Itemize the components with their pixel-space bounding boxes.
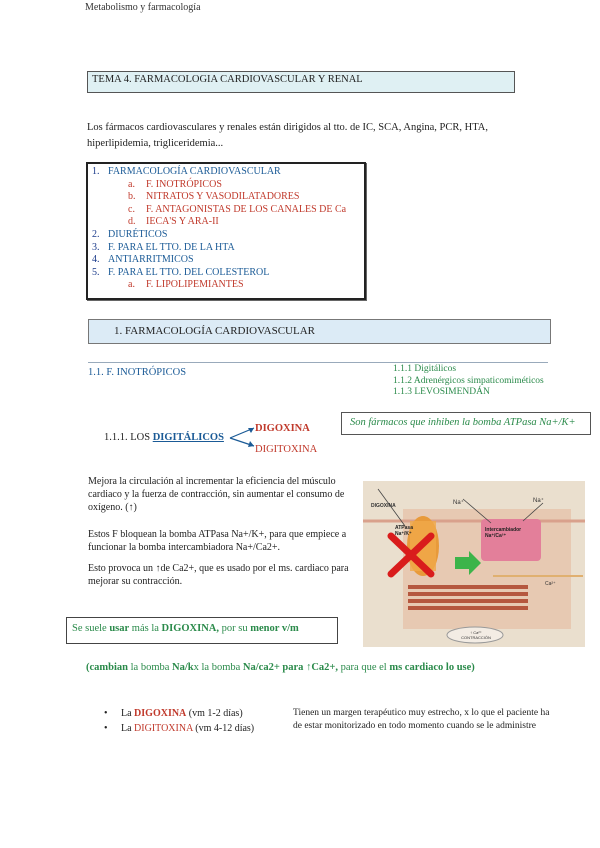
- list-item: 1.1.1 Digitálicos: [393, 364, 457, 374]
- margin-note: Tienen un margen terapéutico muy estrecho, x lo que el paciente ha de estar monitorizado en todo momento cuando se le administre: [293, 708, 550, 731]
- inhibit-note-box: Son fármacos que inhiben la bomba ATPasa Na+/K+: [341, 412, 591, 435]
- diagram-label: DIGOXINA: [371, 503, 396, 509]
- list-item: • La DIGITOXINA (vm 4-12 días): [104, 723, 255, 734]
- digitalicos-label: DIGITÁLICOS: [152, 432, 224, 443]
- diagram-label: ATPasa Na⁺/K⁺: [395, 525, 413, 537]
- paragraph: Esto provoca un ↑de Ca2+, que es usado por el ms. cardiaco para mejorar su contracción.: [88, 563, 349, 587]
- cambian-note: (cambian la bomba Na/kx la bomba Na/ca2+ para ↑Ca2+, para que el ms cardiaco lo use): [86, 662, 475, 673]
- toc-item: 4. ANTIARRITMICOS: [92, 254, 194, 266]
- list-item: 1.1.2 Adrenérgicos simpaticomiméticos: [393, 375, 544, 386]
- toc-item: 1. FARMACOLOGÍA CARDIOVASCULAR: [92, 166, 281, 177]
- digitoxina-label: DIGITOXINA: [134, 723, 193, 734]
- toc-item: d. IECA'S Y ARA-II: [128, 216, 219, 228]
- diagram-label: Intercambiador Na⁺/Ca²⁺: [485, 527, 522, 539]
- branch-arrows: [228, 424, 258, 450]
- diagram-label: Na⁺: [533, 498, 544, 504]
- toc-item: b. NITRATOS Y VASODILATADORES: [128, 191, 300, 203]
- divider: [88, 362, 548, 363]
- toc-item: a. F. LIPOLIPEMIANTES: [128, 279, 244, 291]
- diagram-label: Na⁺: [453, 500, 464, 506]
- digitoxina-label: DIGITOXINA: [255, 444, 318, 455]
- subsection-list: [393, 364, 544, 399]
- paragraph: Estos F bloquean la bomba ATPasa Na+/K+, para que empiece a funcionar la bomba intercambiadora Na+/Ca2+.: [88, 529, 347, 553]
- digoxina-label: DIGOXINA: [255, 423, 310, 434]
- list-item: • La DIGOXINA (vm 1-2 días): [104, 708, 243, 719]
- digitalicos-heading: 1.1.1. LOS DIGITÁLICOS: [104, 432, 224, 443]
- digoxina-label: DIGOXINA: [134, 708, 187, 719]
- table-of-contents: [86, 162, 366, 300]
- paragraph: Mejora la circulación al incrementar la eficiencia del músculo cardiaco y la fuerza de contracción, sin aumentar el consumo de oxígeno. (↑): [88, 476, 345, 513]
- toc-item: a. F. INOTRÓPICOS: [128, 178, 222, 190]
- diagram-label: Ca²⁺: [545, 581, 556, 587]
- section-heading: 1. FARMACOLOGÍA CARDIOVASCULAR: [88, 319, 551, 344]
- toc-item: 2. DIURÉTICOS: [92, 228, 168, 240]
- toc-item: 3. F. PARA EL TTO. DE LA HTA: [92, 241, 235, 253]
- page-header: Metabolismo y farmacología: [85, 2, 201, 13]
- list-item: 1.1.3 LEVOSIMENDÁN: [393, 387, 490, 397]
- mechanism-diagram: [363, 481, 585, 647]
- toc-item: 5. F. PARA EL TTO. DEL COLESTEROL: [92, 266, 270, 278]
- subsection-heading: 1.1. F. INOTRÓPICOS: [88, 367, 187, 378]
- topic-title: TEMA 4. FARMACOLOGIA CARDIOVASCULAR Y RENAL: [87, 71, 515, 93]
- toc-item: c. F. ANTAGONISTAS DE LOS CANALES DE Ca: [128, 203, 347, 215]
- digoxina-usage-box: Se suele usar más la DIGOXINA, por su menor v/m: [66, 617, 338, 644]
- intro-paragraph: Los fármacos cardiovasculares y renales están dirigidos al tto. de IC, SCA, Angina, PCR, HTA, hiperlipidemia, trigliceridemia...: [87, 122, 488, 149]
- diagram-label: ↑ Ca²⁺ CONTRACCIÓN: [461, 630, 491, 640]
